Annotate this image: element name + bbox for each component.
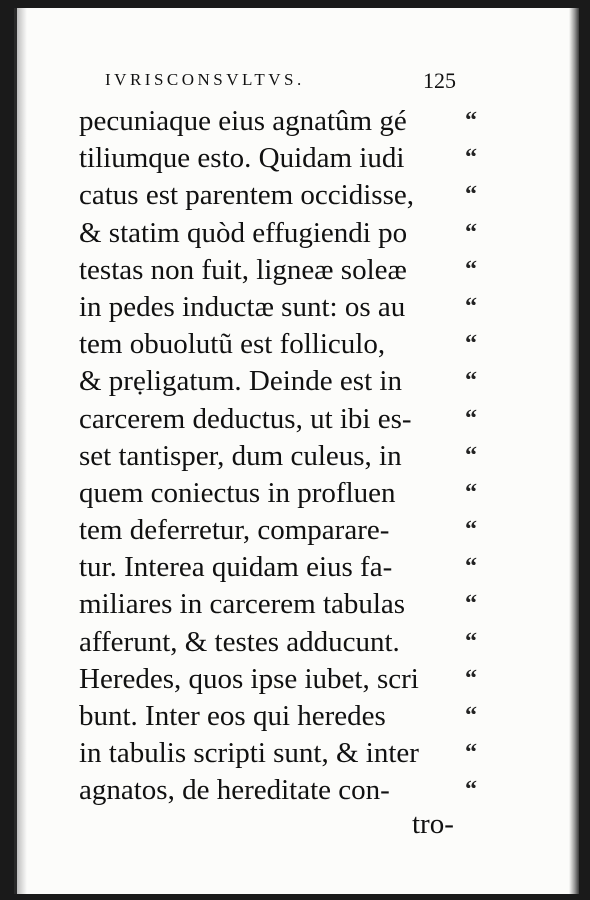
book-page [14, 8, 579, 894]
quote-mark: “ [465, 703, 477, 729]
text-line: & statim quòd effugiendi po [79, 216, 408, 249]
quote-mark: “ [465, 554, 477, 581]
quote-mark: “ [465, 591, 477, 618]
page-number: 125 [423, 68, 456, 93]
running-head: IVRISCONSVLTVS. [105, 70, 305, 89]
quote-mark: “ [465, 108, 477, 134]
quote-mark: “ [465, 777, 477, 804]
quote-mark: “ [465, 628, 477, 655]
text-line: in tabulis scripti sunt, & inter [79, 737, 419, 770]
text-line: in pedes inductæ sunt: os au [79, 290, 406, 323]
text-line: agnatos, de hereditate con- [79, 774, 390, 807]
body-text [79, 103, 499, 810]
quote-mark: “ [465, 331, 477, 358]
text-line: tiliumque esto. Quidam iudi [79, 142, 405, 175]
text-line: set tantisper, dum culeus, in [79, 439, 402, 472]
text-line: & prẹligatum. Deinde est in [79, 365, 402, 398]
quote-mark: “ [465, 368, 477, 395]
quote-mark: “ [465, 517, 477, 544]
quote-mark: “ [465, 740, 477, 767]
margin-quote-marks [465, 103, 495, 810]
catchword: tro- [412, 808, 454, 840]
page-header [105, 70, 465, 94]
text-line: tem obuolutũ est folliculo, [79, 328, 386, 361]
text-line: tur. Interea quidam eius fa- [79, 551, 393, 584]
gutter-shadow [17, 8, 27, 894]
text-line: carcerem deductus, ut ibi es- [79, 402, 412, 435]
quote-mark: “ [465, 405, 477, 432]
text-line: pecuniaque eius agnatûm gé [79, 105, 407, 137]
quote-mark: “ [465, 665, 477, 692]
text-line: quem coniectus in profluen [79, 476, 396, 509]
text-line: tem deferretur, comparare- [79, 514, 390, 547]
page-edge-shadow [569, 8, 579, 894]
text-line: Heredes, quos ipse iubet, scri [79, 662, 419, 695]
quote-mark: “ [465, 256, 477, 283]
quote-mark: “ [465, 219, 477, 246]
text-line: bunt. Inter eos qui heredes [79, 700, 386, 732]
text-line: miliares in carcerem tabulas [79, 588, 406, 621]
quote-mark: “ [465, 182, 477, 209]
quote-mark: “ [465, 145, 477, 172]
text-line: catus est parentem occidisse, [79, 179, 414, 212]
quote-mark: “ [465, 293, 477, 320]
text-line: afferunt, & testes adducunt. [79, 625, 400, 658]
quote-mark: “ [465, 442, 477, 469]
quote-mark: “ [465, 479, 477, 506]
text-line: testas non fuit, ligneæ soleæ [79, 253, 407, 286]
